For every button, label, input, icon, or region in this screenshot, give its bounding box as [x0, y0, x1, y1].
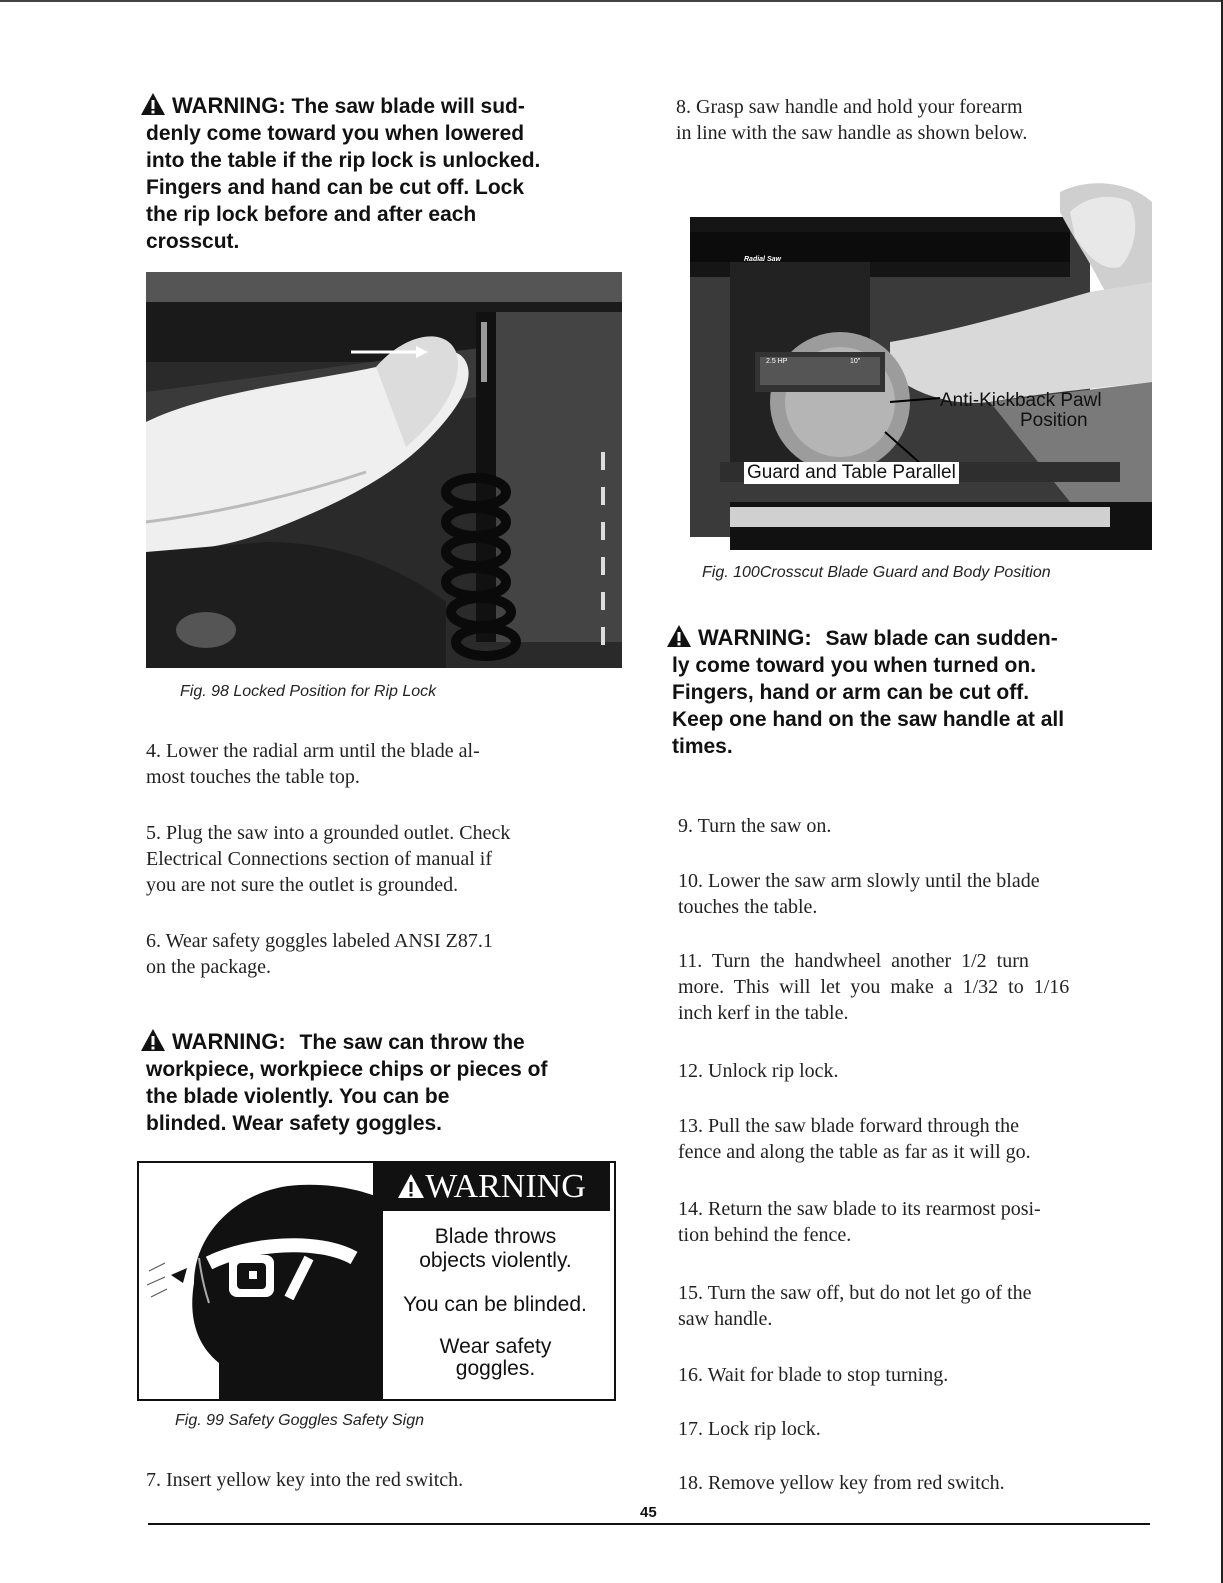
- sign-line-5: goggles.: [455, 1357, 536, 1380]
- step-11: [678, 948, 1158, 1026]
- step-16: 16. Wait for blade to stop turning.: [678, 1364, 949, 1386]
- warning-text-line: The saw blade will sud-: [291, 95, 525, 118]
- step-11-line: 11. Turn the handwheel another 1/2 turn: [678, 950, 1029, 972]
- step-14-line: tion behind the fence.: [678, 1224, 852, 1246]
- step-8-line: in line with the saw handle as shown below.: [676, 122, 1028, 144]
- sign-line-3: You can be blinded.: [403, 1293, 587, 1316]
- guard-label: Guard and Table Parallel: [744, 462, 959, 484]
- page-number: 45: [640, 1504, 657, 1521]
- fig100-photo: [690, 172, 1152, 550]
- warning-text-line: the blade violently. You can be: [146, 1085, 450, 1108]
- step-5-line: 5. Plug the saw into a grounded outlet. Check: [146, 822, 511, 844]
- warning-turned-on: [666, 624, 1156, 760]
- saw-brand-label: Radial Saw: [744, 256, 781, 263]
- step-8: [676, 94, 1156, 146]
- step-5: [146, 820, 626, 898]
- warning-heading: WARNING:: [172, 1029, 286, 1054]
- warning-text-line: Saw blade can sudden-: [825, 627, 1058, 650]
- step-17: 17. Lock rip lock.: [678, 1418, 821, 1440]
- warning-text-line: Fingers, hand or arm can be cut off.: [672, 681, 1030, 704]
- warning-goggles: [140, 1028, 625, 1137]
- sign-line-1: Blade throws: [434, 1225, 557, 1248]
- step-5-line: you are not sure the outlet is grounded.: [146, 874, 459, 896]
- warning-triangle-icon: [397, 1172, 425, 1200]
- step-13-line: 13. Pull the saw blade forward through the: [678, 1115, 1020, 1137]
- fig98-photo: [146, 272, 622, 668]
- warning-rip-lock: [140, 92, 620, 255]
- step-18: 18. Remove yellow key from red switch.: [678, 1472, 1005, 1494]
- step-6-line: 6. Wear safety goggles labeled ANSI Z87.1: [146, 930, 493, 952]
- fig100-caption: Fig. 100Crosscut Blade Guard and Body Position: [702, 564, 1051, 581]
- step-6-line: on the package.: [146, 956, 271, 978]
- warning-text-line: blinded. Wear safety goggles.: [146, 1112, 443, 1135]
- warning-text-line: denly come toward you when lowered: [146, 122, 525, 145]
- step-10-line: touches the table.: [678, 896, 818, 918]
- warning-text-line: the rip lock before and after each: [146, 203, 477, 226]
- step-9: 9. Turn the saw on.: [678, 815, 832, 837]
- step-12: 12. Unlock rip lock.: [678, 1060, 839, 1082]
- step-15: [678, 1280, 1158, 1332]
- warning-text-line: workpiece, workpiece chips or pieces of: [146, 1058, 548, 1081]
- pawl-label: Anti-Kickback Pawl: [940, 390, 1102, 411]
- warning-triangle-icon: [140, 1028, 166, 1052]
- page-top-border: [0, 0, 1223, 2]
- warning-text-line: Fingers and hand can be cut off. Lock: [146, 176, 525, 199]
- fig98-caption: Fig. 98 Locked Position for Rip Lock: [180, 683, 437, 700]
- step-5-line: Electrical Connections section of manual if: [146, 848, 492, 870]
- step-11-line: inch kerf in the table.: [678, 1002, 849, 1024]
- step-15-line: 15. Turn the saw off, but do not let go of the: [678, 1282, 1032, 1304]
- step-8-line: 8. Grasp saw handle and hold your forearm: [676, 96, 1023, 118]
- warning-text-line: times.: [672, 735, 733, 758]
- warning-heading: WARNING:: [698, 625, 812, 650]
- step-10-line: 10. Lower the saw arm slowly until the blade: [678, 870, 1040, 892]
- warning-text-line: The saw can throw the: [299, 1031, 525, 1054]
- warning-heading: WARNING:: [172, 93, 286, 118]
- step-4-line: most touches the table top.: [146, 766, 360, 788]
- step-13: [678, 1113, 1158, 1165]
- sign-title: [373, 1163, 610, 1211]
- step-7: 7. Insert yellow key into the red switch.: [146, 1469, 464, 1491]
- sign-title-text: WARNING: [425, 1168, 586, 1205]
- safety-sign: [137, 1161, 616, 1401]
- step-14: [678, 1196, 1158, 1248]
- step-10: [678, 868, 1158, 920]
- position-label: Position: [1020, 410, 1088, 431]
- warning-text-line: ly come toward you when turned on.: [672, 654, 1037, 677]
- step-4: [146, 738, 626, 790]
- footer-rule: [148, 1523, 1150, 1525]
- step-6: [146, 928, 626, 980]
- saw-hp-label: 2.5 HP: [766, 358, 788, 365]
- step-14-line: 14. Return the saw blade to its rearmost posi-: [678, 1198, 1041, 1220]
- saw-size-label: 10": [850, 358, 861, 365]
- sign-line-4: Wear safety: [439, 1335, 552, 1358]
- step-13-line: fence and along the table as far as it will go.: [678, 1141, 1031, 1163]
- warning-text-line: crosscut.: [146, 230, 240, 253]
- warning-text-line: Keep one hand on the saw handle at all: [672, 708, 1065, 731]
- goggles-head-icon: [139, 1163, 384, 1399]
- step-11-line: more. This will let you make a 1/32 to 1/16: [678, 976, 1070, 998]
- warning-triangle-icon: [666, 624, 692, 648]
- sign-line-2: objects violently.: [419, 1249, 572, 1272]
- warning-text-line: into the table if the rip lock is unlocked.: [146, 149, 541, 172]
- warning-triangle-icon: [140, 92, 166, 116]
- step-4-line: 4. Lower the radial arm until the blade al-: [146, 740, 480, 762]
- step-15-line: saw handle.: [678, 1308, 773, 1330]
- fig99-caption: Fig. 99 Safety Goggles Safety Sign: [175, 1412, 425, 1429]
